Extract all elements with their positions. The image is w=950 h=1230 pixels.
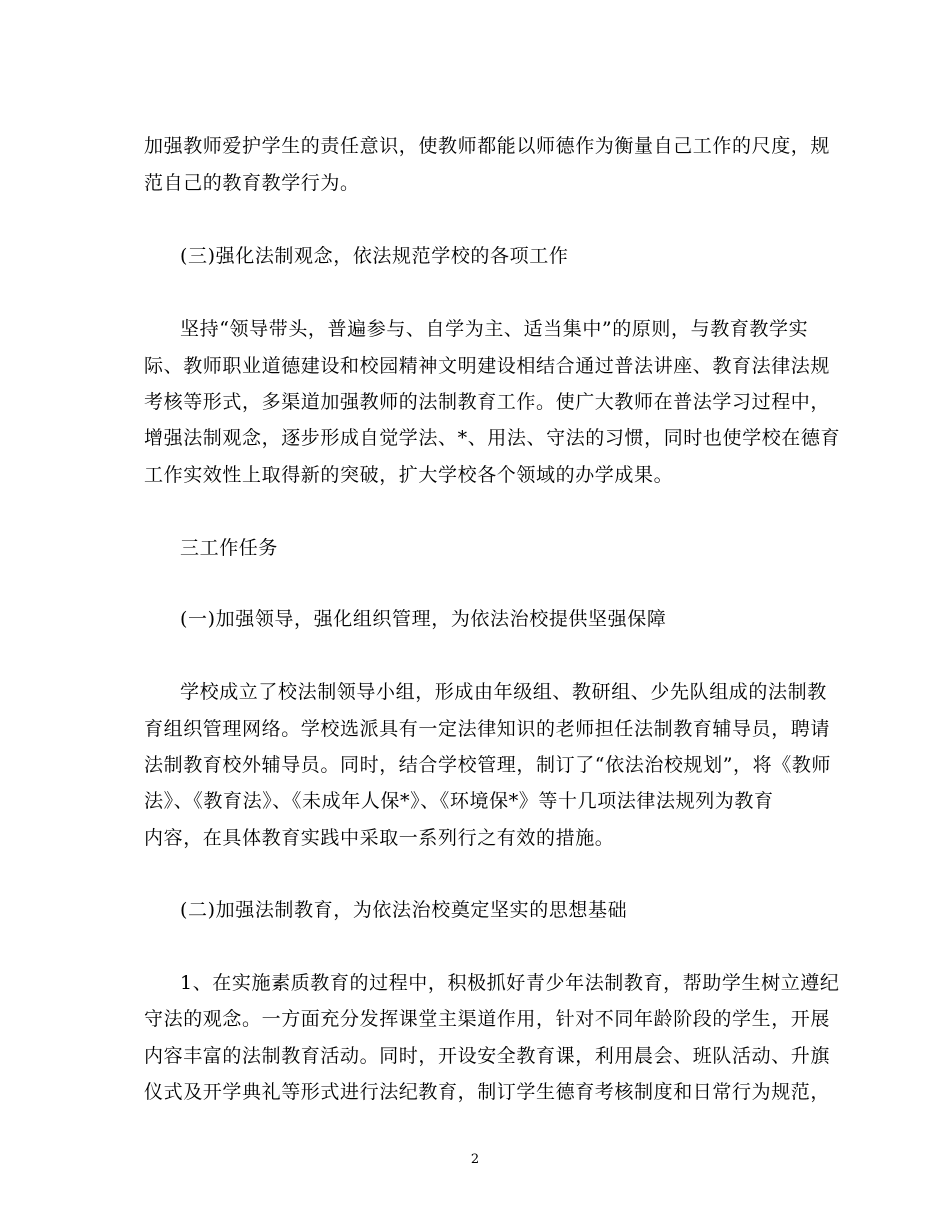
text-line-7: 增强法制观念，逐步形成自觉学法、*、用法、守法的习惯，同时也使学校在德育 [144, 427, 841, 449]
text-line-13: 法制教育校外辅导员。同时，结合学校管理，制订了“依法治校规划”，将《教师 [144, 754, 832, 776]
text-line-17: 1、在实施素质教育的过程中，积极抓好青少年法制教育，帮助学生树立遵纪 [180, 972, 840, 994]
text-line-4: 坚持“领导带头，普遍参与、自学为主、适当集中”的原则，与教育教学实 [180, 318, 809, 340]
text-line-8: 工作实效性上取得新的突破，扩大学校各个领域的办学成果。 [144, 464, 674, 486]
section-heading-1: (一)加强领导，强化组织管理，为依法治校提供坚强保障 [180, 608, 667, 630]
text-line-1: 加强教师爱护学生的责任意识，使教师都能以师德作为衡量自己工作的尺度，规 [144, 135, 831, 157]
text-line-15: 内容，在具体教育实践中采取一系列行之有效的措施。 [144, 827, 615, 849]
section-heading-work-tasks: 三工作任务 [180, 537, 279, 559]
text-line-6: 考核等形式，多渠道加强教师的法制教育工作。使广大教师在普法学习过程中， [144, 391, 831, 413]
text-line-20: 仪式及开学典礼等形式进行法纪教育，制订学生德育考核制度和日常行为规范， [144, 1081, 831, 1103]
text-line-18: 守法的观念。一方面充分发挥课堂主渠道作用，针对不同年龄阶段的学生，开展 [144, 1008, 831, 1030]
text-line-11: 学校成立了校法制领导小组，形成由年级组、教研组、少先队组成的法制教 [180, 681, 827, 703]
text-line-12: 育组织管理网络。学校选派具有一定法律知识的老师担任法制教育辅导员，聘请 [144, 718, 831, 740]
text-line-19: 内容丰富的法制教育活动。同时，开设安全教育课，利用晨会、班队活动、升旗 [144, 1045, 831, 1067]
text-line-5: 际、教师职业道德建设和校园精神文明建设相结合通过普法讲座、教育法律法规 [144, 355, 831, 377]
text-line-2: 范自己的教育教学行为。 [144, 172, 360, 194]
section-heading-2: (二)加强法制教育，为依法治校奠定坚实的思想基础 [180, 899, 628, 921]
page-number: 2 [470, 1152, 480, 1167]
section-heading-3: (三)强化法制观念，依法规范学校的各项工作 [180, 245, 569, 267]
text-line-14: 法》、《教育法》、《未成年人保*》、《环境保*》等十几项法律法规列为教育 [144, 790, 774, 812]
